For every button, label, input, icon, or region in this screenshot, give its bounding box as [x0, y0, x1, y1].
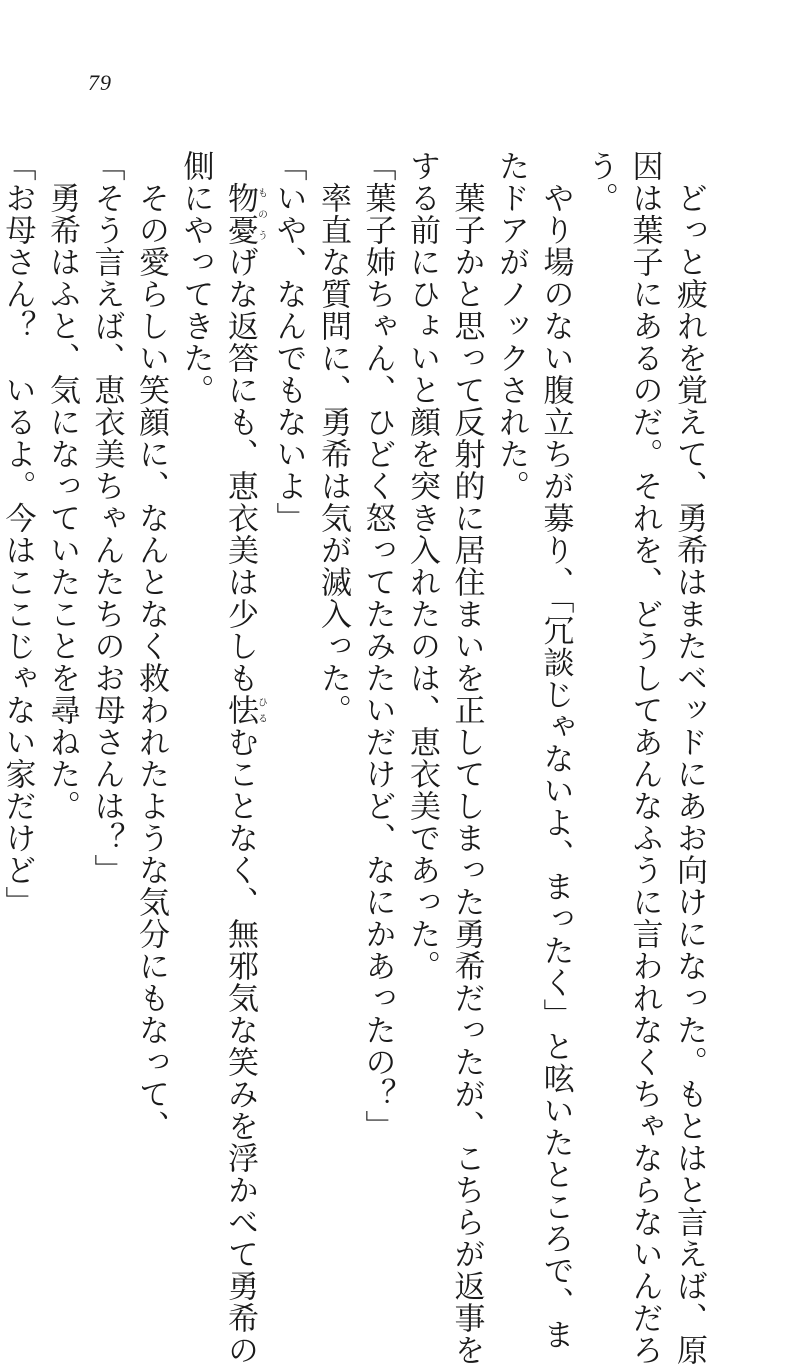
text-line-with-ruby [218, 150, 267, 1366]
text-segment [222, 150, 258, 182]
body-text [0, 150, 711, 1366]
page-number: 79 [88, 70, 112, 95]
text-line: 「そう言えば、恵衣美ちゃんたちのお母さんは？」 [88, 150, 125, 886]
text-line: やり場のない腹立ちが募り、「冗談じゃないよ、まったく」と呟いたところで、ま [537, 150, 574, 1351]
text-segment: むことなく、無邪気な笑みを浮かべて勇希の [222, 726, 258, 1366]
text-line: 側にやってきた。 [177, 150, 214, 406]
text-line: 勇希はふと、気になっていたことを尋ねた。 [44, 150, 80, 822]
ruby-base: 物憂 [222, 182, 258, 246]
text-line: する前にひょいと顔を突き入れたのは、恵衣美であった。 [404, 150, 440, 982]
text-line: 葉子かと思って反射的に居住まいを正してしまった勇希だったが、こちらが返事を [448, 150, 485, 1366]
text-line: その愛らしい笑顔に、なんとなく救われたような気分にもなって、 [133, 150, 169, 1142]
ruby-reading: ひる [255, 694, 267, 726]
ruby-word [222, 182, 267, 246]
ruby-base: 怯 [222, 694, 258, 726]
text-line: 「お母さん？ いるよ。今はここじゃない家だけど」 [0, 150, 36, 918]
text-line: 「葉子姉ちゃん、ひどく怒ってたみたいだけど、なにかあったの？」 [359, 150, 396, 1142]
text-line: 因は葉子にあるのだ。それを、どうしてあんなふうに言われなくちゃならないんだろ [626, 150, 663, 1366]
text-segment: げな返答にも、恵衣美は少しも [222, 246, 258, 694]
text-line: 「いや、なんでもないよ」 [270, 150, 307, 534]
ruby-reading: ものう [255, 182, 267, 246]
ruby-word [222, 694, 267, 726]
text-line: う。 [582, 150, 618, 214]
text-line: たドアがノックされた。 [493, 150, 529, 502]
text-line: 率直な質問に、勇希は気が滅入った。 [315, 150, 351, 726]
text-line: どっと疲れを覚えて、勇希はまたベッドにあお向けになった。もとはと言えば、原 [671, 150, 707, 1366]
